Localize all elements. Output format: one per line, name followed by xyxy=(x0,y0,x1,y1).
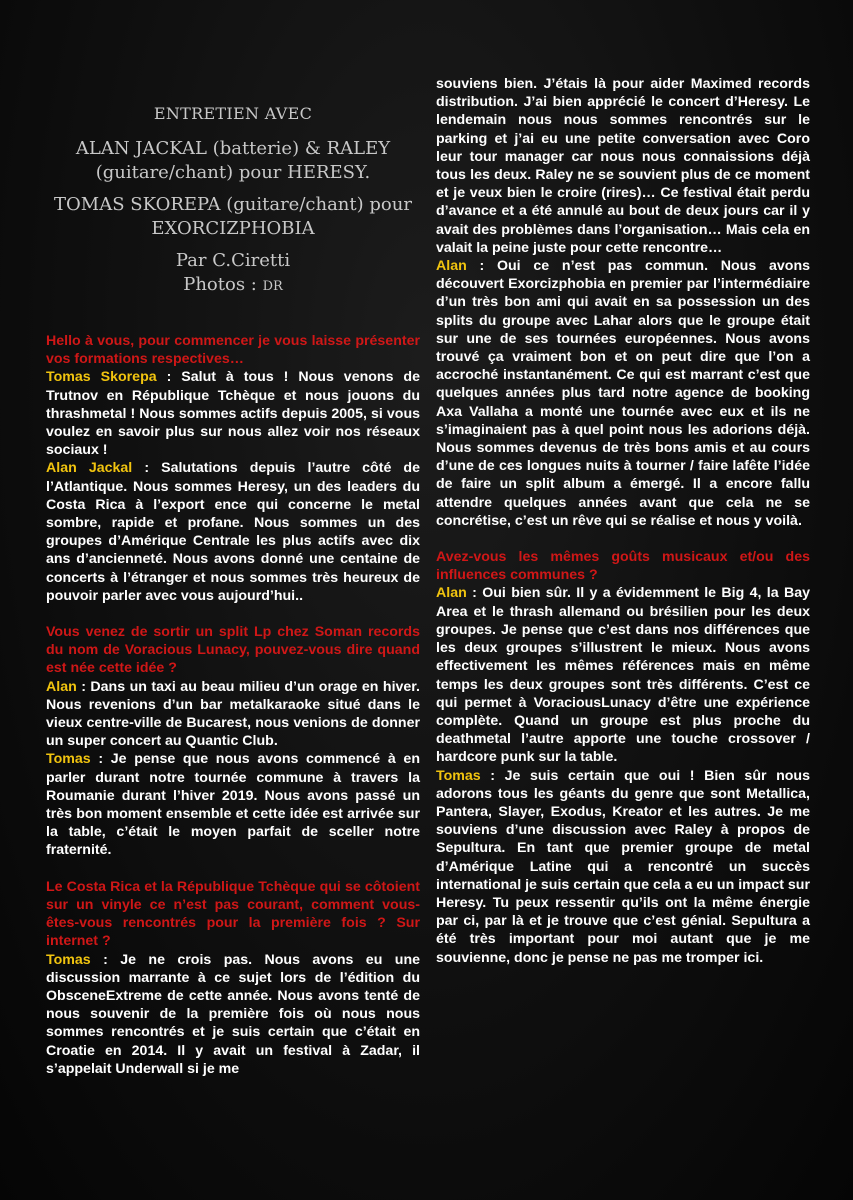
speaker-name: Alan xyxy=(46,678,77,695)
answer-8 xyxy=(436,767,810,967)
answer-6 xyxy=(436,257,810,530)
speaker-name: Alan xyxy=(436,258,467,275)
speaker-name: Tomas xyxy=(46,951,91,968)
interview-kicker: ENTRETIEN AVEC xyxy=(153,104,313,123)
question-2: Vous venez de sortir un split Lp chez Soman records du nom de Voracious Lunacy, pouvez-vous dire quand est née cette idée ? xyxy=(46,624,420,677)
photo-credit-label: Photos : xyxy=(183,274,263,295)
answer-5 xyxy=(46,951,420,1078)
left-column xyxy=(46,332,420,1078)
answer-text: : Je suis certain que oui ! Bien sûr nous adorons tous les géants du genre que sont Metallica, Pantera, Slayer, Exodus, Kreator et les autres. Je me souviens d’une discussion avec Raley à propos de Sepultura. En tant que premier groupe de metal d’Amérique Latine qui a rencontré un succès international je suis certain que cela a eu un impact sur Heresy. Tu peux ressentir qu’ils ont la même énergie par ci, par là et je trouve que c’est génial. Sepultura a été très important pour moi autant que je me souvienne, donc je pense ne pas me tromper ici. xyxy=(436,767,810,966)
answer-1 xyxy=(46,368,420,459)
answer-text: : Salut à tous ! Nous venons de Trutnov en République Tchèque et nous jouons du thrashmetal ! Nous sommes actifs depuis 2005, si vous voulez en savoir plus sur nous allez voir nos réseaux sociaux ! xyxy=(46,369,420,459)
interview-subject-heresy: ALAN JACKAL (batterie) & RALEY (guitare/chant) pour HERESY. xyxy=(75,138,391,183)
right-column xyxy=(436,75,810,967)
question-1: Hello à vous, pour commencer je vous laisse présenter vos formations respectives… xyxy=(46,333,420,368)
speaker-name: Alan xyxy=(436,585,467,602)
answer-text: : Salutations depuis l’autre côté de l’Atlantique. Nous sommes Heresy, un des leaders du Costa Rica à l’export ence qui concerne le metal sombre, rapide et profane. Nous sommes un des groupes d’Amérique Centrale les plus actifs avec dix ans d’ancienneté. Nous avons donné une centaine de concerts à l’étranger et nous sommes très heureux de pouvoir parler avec vous aujourd’hui.. xyxy=(46,460,420,604)
byline: Par C.Ciretti xyxy=(175,250,291,271)
question-3: Le Costa Rica et la République Tchèque qui se côtoient sur un vinyle ce n’est pas courant, comment vous-êtes-vous rencontrés pour la première fois ? Sur internet ? xyxy=(46,878,420,950)
speaker-name: Tomas xyxy=(46,751,91,768)
answer-text: : Oui ce n’est pas commun. Nous avons découvert Exorcizphobia en premier par l’intermédiaire d’un très bon ami qui avait en sa possession un des splits du groupe avec Lahar alors que le groupe était sur une de ses tournées européennes. Nous avons trouvé ça vraiment bon et on peut dire que l’on a accroché instantanément. Ce qui est marrant c’est que quelques années plus tard notre agence de booking Axa Vallaha a monté une tournée avec eux et ils ne s’imaginaient pas à quel point nous les adorions déjà. Nous sommes devenus de très bons amis et au cours d’une de ces longues nuits à tourner / faire lafête l’idée de faire un split album a émergé. Il a encore fallu attendre quelques années avant que cela ne se concrétise, c’est un rêve qui se réalise et nous y voilà. xyxy=(436,258,810,529)
answer-text: : Dans un taxi au beau milieu d’un orage en hiver. Nous revenions d’un bar metalkaraoke situé dans le vieux centre-ville de Bucarest, nous venions de donner un super concert au Quantic Club. xyxy=(46,678,420,750)
spacer xyxy=(436,530,810,548)
spacer xyxy=(46,605,420,623)
answer-text: : Oui bien sûr. Il y a évidemment le Big 4, la Bay Area et le thrash allemand ou brésilien pour les deux groupes. Je pense que c’est dans nos différences que les deux groupes s’illustrent le mieux. Nous avons effectivement les mêmes références mais en même temps les deux groupes sont très différents. C’est ce qui permet à VoraciousLunacy d’être une expérience complète. Quand un groupe est plus proche du deathmetal l’autre apporte une touche crossover / hardcore punk sur la table. xyxy=(436,585,810,766)
answer-2 xyxy=(46,459,420,605)
photo-credit-value: DR xyxy=(262,279,283,294)
question-4: Avez-vous les mêmes goûts musicaux et/ou des influences communes ? xyxy=(436,549,810,584)
speaker-name: Tomas xyxy=(436,767,481,784)
photo-credit xyxy=(46,273,420,299)
answer-text: : Je pense que nous avons commencé à en parler durant notre tournée commune à travers la Roumanie durant l’hiver 2019. Nous avons passé un très bon moment ensemble et cette idée est arrivée sur la table, c’était le moyen parfait de sceller notre fraternité. xyxy=(46,751,420,859)
speaker-name: Alan Jackal xyxy=(46,460,133,477)
speaker-name: Tomas Skorepa xyxy=(46,369,157,386)
spacer xyxy=(46,860,420,878)
article-header xyxy=(46,104,420,299)
interview-subject-exorcizphobia: TOMAS SKOREPA (guitare/chant) pour EXORCIZPHOBIA xyxy=(54,194,412,239)
answer-3 xyxy=(46,678,420,751)
answer-4 xyxy=(46,750,420,859)
answer-7 xyxy=(436,584,810,766)
answer-5-continued: souviens bien. J’étais là pour aider Maximed records distribution. J’ai bien apprécié le concert d’Heresy. Le lendemain nous nous sommes rencontrés sur le parking et j’ai eu une petite conversation avec Coro leur tour manager car nous nous connaissions déjà tous les deux. Raley ne se souvient plus de ce moment et je veux bien le croire (rires)… Ce festival était perdu d’avance et a été annulé au bout de deux jours car il y avait des problèmes dans l’organisation… Mais cela en valait la peine juste pour cette rencontre… xyxy=(436,76,810,256)
answer-text: : Je ne crois pas. Nous avons eu une discussion marrante à ce sujet lors de l’édition du ObsceneExtreme de cette année. Nous avons tenté de nous souvenir de la première fois où nous nous sommes rencontrés et je suis certain que c’était en Croatie en 2014. Il y avait un festival à Zadar, il s’appelait Underwall si je me xyxy=(46,951,420,1077)
